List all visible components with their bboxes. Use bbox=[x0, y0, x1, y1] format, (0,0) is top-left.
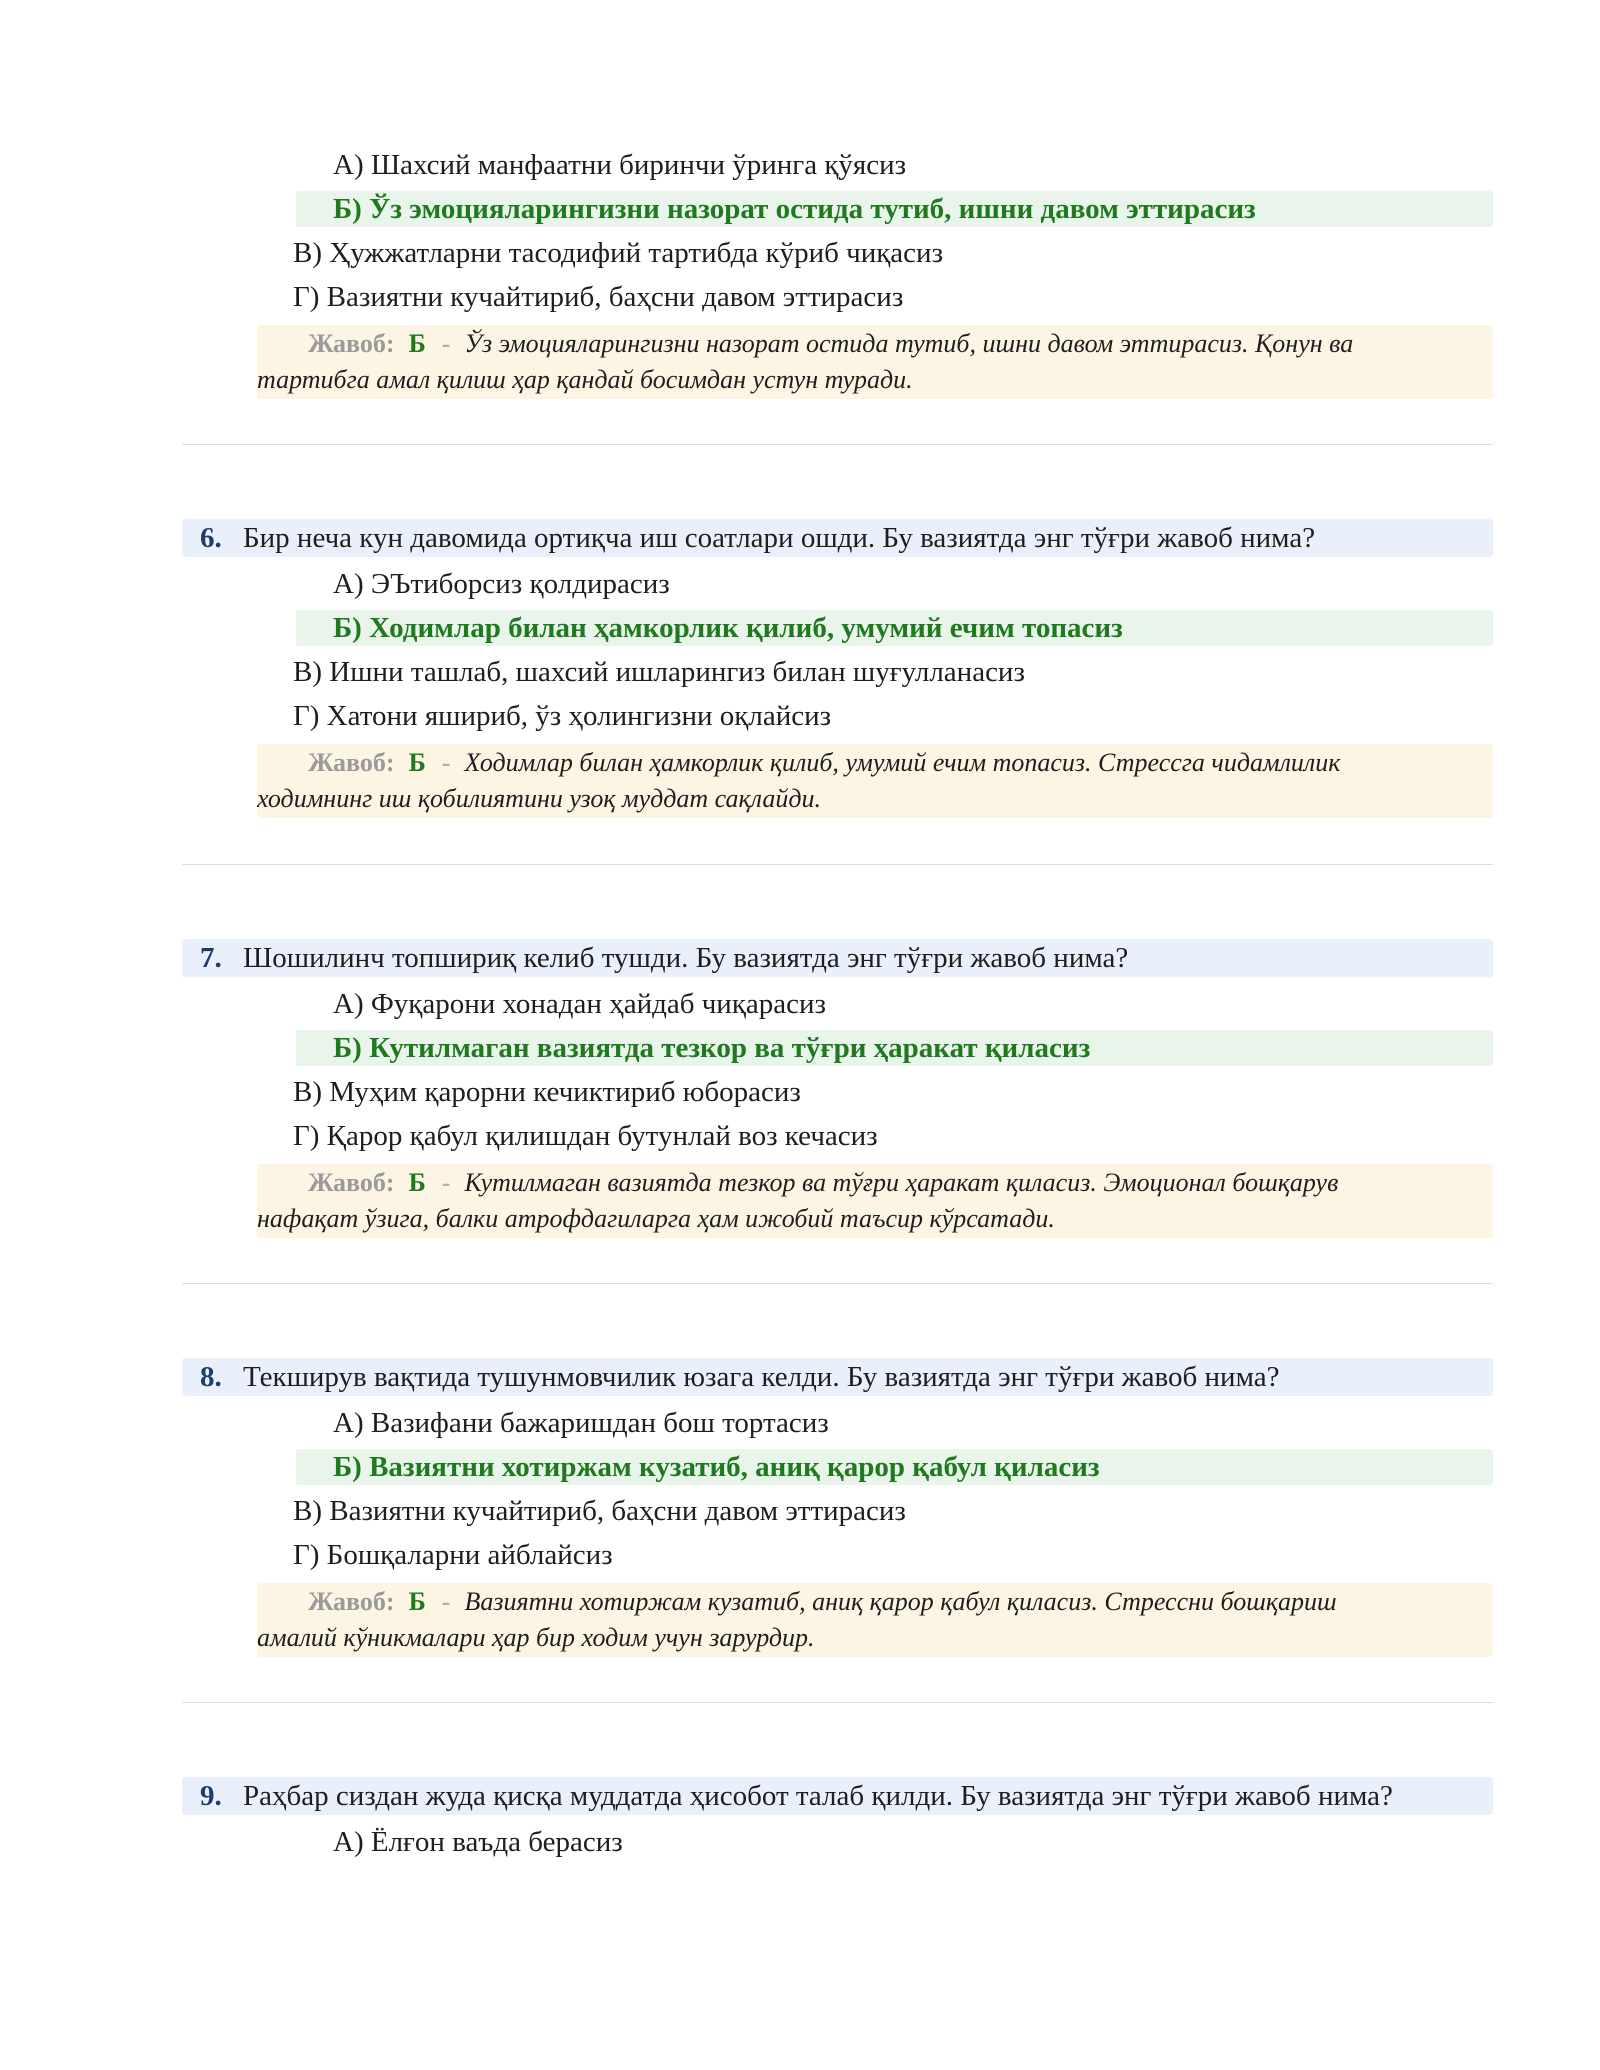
divider bbox=[182, 1283, 1493, 1284]
answer-label: Жавоб: bbox=[308, 1587, 395, 1616]
divider bbox=[182, 864, 1493, 865]
answer-dash: - bbox=[441, 329, 451, 358]
question-text: Шошилинч топшириқ келиб тушди. Бу вазиятда энг тўғри жавоб нима? bbox=[243, 942, 1129, 974]
option-b-correct bbox=[296, 1449, 1493, 1485]
answer-label: Жавоб: bbox=[308, 329, 395, 358]
question-7 bbox=[182, 939, 1493, 977]
option-a: А) Вазифани бажаришдан бош тортасиз bbox=[333, 1407, 829, 1439]
answer-text-line2: тартибга амал қилиш ҳар қандай босимдан устун туради. bbox=[257, 365, 913, 394]
answer-text-line1: Вазиятни хотиржам кузатиб, аниқ қарор қабул қиласиз. Стрессни бошқариш bbox=[464, 1587, 1337, 1616]
answer-text-line1: Ўз эмоцияларингизни назорат остида тутиб, ишни давом эттирасиз. Қонун ва bbox=[464, 329, 1354, 358]
option-c: В) Ишни ташлаб, шахсий ишларингиз билан шуғулланасиз bbox=[293, 656, 1025, 688]
answer-key: Б bbox=[408, 329, 426, 358]
answer-label: Жавоб: bbox=[308, 1168, 395, 1197]
question-number: 9. bbox=[200, 1780, 222, 1812]
answer-dash: - bbox=[441, 1168, 451, 1197]
question-text: Текширув вақтида тушунмовчилик юзага келди. Бу вазиятда энг тўғри жавоб нима? bbox=[243, 1361, 1280, 1393]
answer-key: Б bbox=[408, 748, 426, 777]
option-b-correct bbox=[296, 191, 1493, 227]
answer-explanation bbox=[257, 325, 1493, 399]
question-number: 8. bbox=[200, 1361, 222, 1393]
answer-key: Б bbox=[408, 1168, 426, 1197]
option-a: А) Ёлғон ваъда берасиз bbox=[333, 1826, 623, 1858]
option-d: Г) Хатони яшириб, ўз ҳолингизни оқлайсиз bbox=[293, 700, 832, 732]
question-number: 7. bbox=[200, 942, 222, 974]
divider bbox=[182, 1702, 1493, 1703]
answer-explanation bbox=[257, 1583, 1493, 1657]
option-c: В) Муҳим қарорни кечиктириб юборасиз bbox=[293, 1076, 801, 1108]
option-c: В) Вазиятни кучайтириб, баҳсни давом эттирасиз bbox=[293, 1495, 906, 1527]
question-8 bbox=[182, 1358, 1493, 1396]
answer-explanation bbox=[257, 1164, 1493, 1238]
answer-label: Жавоб: bbox=[308, 748, 395, 777]
answer-explanation bbox=[257, 744, 1493, 818]
option-b-correct bbox=[296, 1030, 1493, 1066]
option-a: А) Шахсий манфаатни биринчи ўринга қўясиз bbox=[333, 149, 907, 181]
answer-text-line2: амалий кўникмалари ҳар бир ходим учун зарурдир. bbox=[257, 1623, 815, 1652]
option-a: А) ЭЪтиборсиз қолдирасиз bbox=[333, 568, 670, 600]
option-b-label: Б) Ўз эмоцияларингизни назорат остида тутиб, ишни давом эттирасиз bbox=[333, 193, 1256, 225]
question-text: Бир неча кун давомида ортиқча иш соатлари ошди. Бу вазиятда энг тўғри жавоб нима? bbox=[243, 522, 1316, 554]
answer-key: Б bbox=[408, 1587, 426, 1616]
answer-dash: - bbox=[441, 748, 451, 777]
option-b-correct bbox=[296, 610, 1493, 646]
option-d: Г) Қарор қабул қилишдан бутунлай воз кечасиз bbox=[293, 1120, 878, 1152]
option-b-label: Б) Кутилмаган вазиятда тезкор ва тўғри ҳаракат қиласиз bbox=[333, 1032, 1091, 1064]
answer-text-line1: Кутилмаган вазиятда тезкор ва тўғри ҳаракат қиласиз. Эмоционал бошқарув bbox=[464, 1168, 1339, 1197]
option-b-label: Б) Ходимлар билан ҳамкорлик қилиб, умумий ечим топасиз bbox=[333, 612, 1123, 644]
option-d: Г) Вазиятни кучайтириб, баҳсни давом эттирасиз bbox=[293, 281, 904, 313]
answer-text-line1: Ходимлар билан ҳамкорлик қилиб, умумий ечим топасиз. Стрессга чидамлилик bbox=[464, 748, 1341, 777]
question-number: 6. bbox=[200, 522, 222, 554]
question-9 bbox=[182, 1777, 1493, 1815]
option-c: В) Ҳужжатларни тасодифий тартибда кўриб чиқасиз bbox=[293, 237, 944, 269]
question-6 bbox=[182, 519, 1493, 557]
question-text: Раҳбар сиздан жуда қисқа муддатда ҳисобот талаб қилди. Бу вазиятда энг тўғри жавоб нима? bbox=[243, 1780, 1393, 1812]
option-a: А) Фуқарони хонадан ҳайдаб чиқарасиз bbox=[333, 988, 826, 1020]
option-b-label: Б) Вазиятни хотиржам кузатиб, аниқ қарор қабул қиласиз bbox=[333, 1451, 1100, 1483]
answer-text-line2: нафақат ўзига, балки атрофдагиларга ҳам ижобий таъсир кўрсатади. bbox=[257, 1204, 1055, 1233]
answer-text-line2: ходимнинг иш қобилиятини узоқ муддат сақлайди. bbox=[257, 784, 821, 813]
divider bbox=[182, 444, 1493, 445]
option-d: Г) Бошқаларни айблайсиз bbox=[293, 1539, 613, 1571]
answer-dash: - bbox=[441, 1587, 451, 1616]
